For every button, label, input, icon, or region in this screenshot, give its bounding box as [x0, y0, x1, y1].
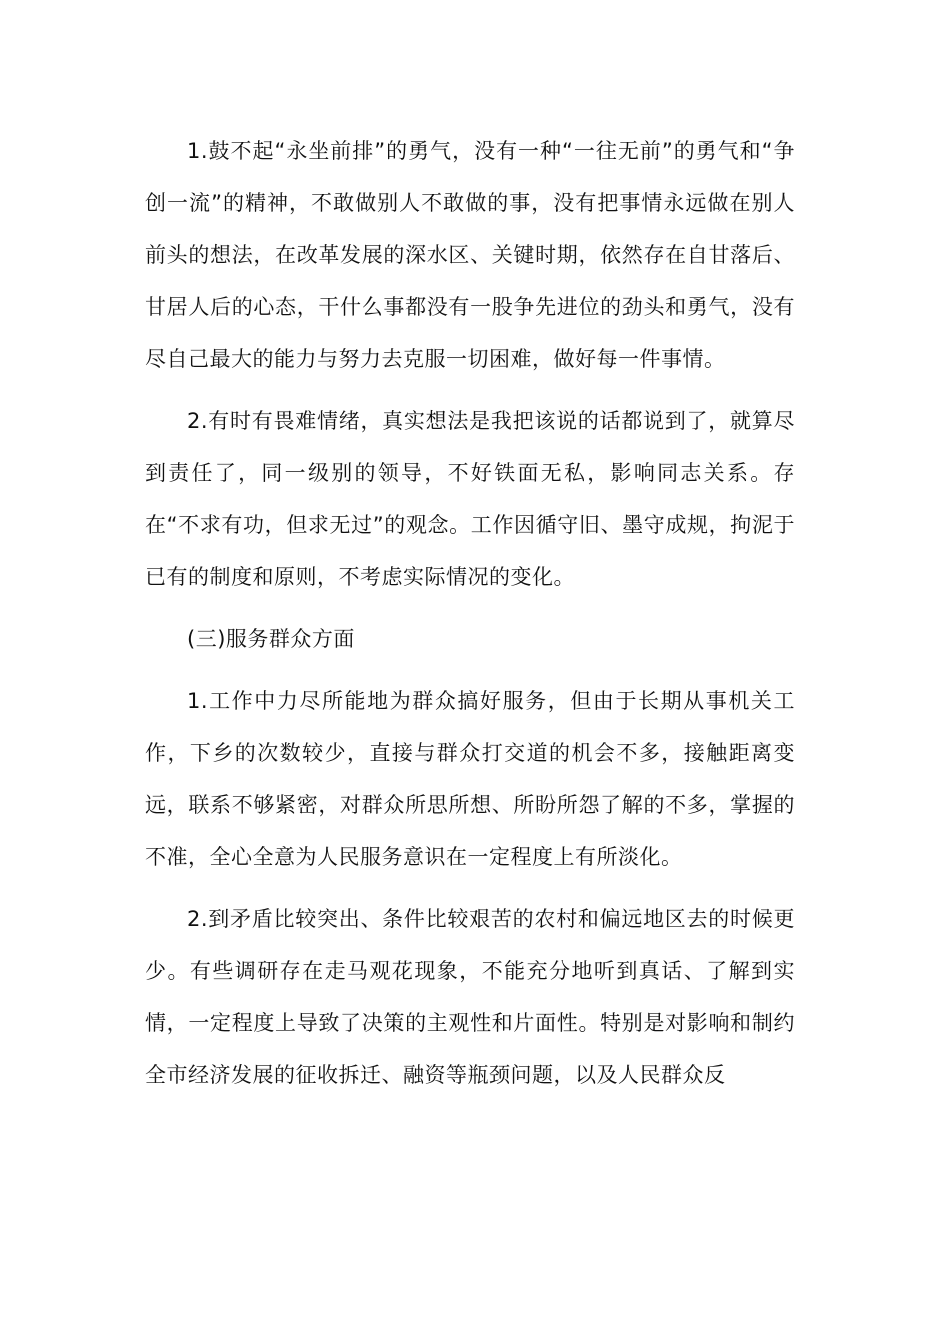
paragraph-1: 1.鼓不起“永坐前排”的勇气，没有一种“一往无前”的勇气和“争创一流”的精神，不敢做别人不敢做的事，没有把事情永远做在别人前头的想法，在改革发展的深水区、关键时期，依然存在自甘落后、甘居人后的心态，干什么事都没有一股争先进位的劲头和勇气，没有尽自己最大的能力与努力去克服一切困难，做好每一件事情。	[145, 139, 795, 371]
document-body	[145, 125, 795, 1101]
section-paragraph-2: 2.到矛盾比较突出、条件比较艰苦的农村和偏远地区去的时候更少。有些调研存在走马观花现象，不能充分地听到真话、了解到实情，一定程度上导致了决策的主观性和片面性。特别是对影响和制约全市经济发展的征收拆迁、融资等瓶颈问题，以及人民群众反	[145, 907, 795, 1087]
section-heading: (三)服务群众方面	[187, 627, 355, 651]
section-paragraph-1: 1.工作中力尽所能地为群众搞好服务，但由于长期从事机关工作，下乡的次数较少，直接与群众打交道的机会不多，接触距离变远，联系不够紧密，对群众所思所想、所盼所怨了解的不多，掌握的不准，全心全意为人民服务意识在一定程度上有所淡化。	[145, 689, 795, 869]
paragraph-2: 2.有时有畏难情绪，真实想法是我把该说的话都说到了，就算尽到责任了，同一级别的领导，不好铁面无私，影响同志关系。存在“不求有功，但求无过”的观念。工作因循守旧、墨守成规，拘泥于已有的制度和原则，不考虑实际情况的变化。	[145, 409, 795, 589]
